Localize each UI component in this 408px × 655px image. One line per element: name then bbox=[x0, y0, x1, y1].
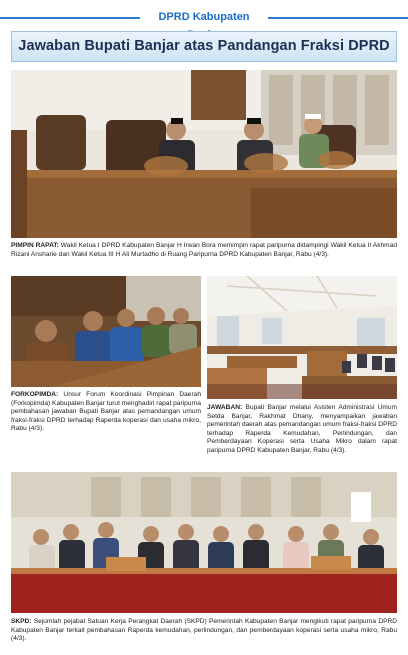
photo-forkopimda bbox=[11, 276, 201, 387]
photo-forkopimda-image bbox=[11, 276, 201, 387]
caption-lead: JAWABAN: bbox=[207, 404, 243, 411]
caption-forkopimda bbox=[11, 391, 201, 434]
photo-jawaban bbox=[207, 276, 397, 399]
caption-text: Wakil Ketua I DPRD Kabupaten Banjar H Irwan Bora memimpin rapat paripurna didampingi Wakil Ketua II Akhmad Rizani Ansharie dan Wakil Ketua III H Ali Murtadho di Ruang Paripurna DPRD Kabupaten Banjar, Rabu (4/3). bbox=[11, 242, 397, 258]
headline-banner bbox=[11, 31, 397, 62]
caption-text: Bupati Banjar melalui Asisten Administrasi Umum Setda Banjar, Rakhmat Dhany, menyampaikan jawaban pemerintah daerah atas pemandangan umum fraksi-fraksi DPRD terhadap Raperda Kemudahan, Perlindungan, dan Pemberdayaan Koperasi serta Usaha Mikro dalam rapat paripurna DPRD Kabupaten Banjar, Rabu (4/3). bbox=[207, 404, 397, 454]
section-label: DPRD Kabupaten bbox=[140, 8, 268, 26]
photo-jawaban-image bbox=[207, 276, 397, 399]
caption-lead: PIMPIN RAPAT: bbox=[11, 242, 59, 249]
page-headline: Jawaban Bupati Banjar atas Pandangan Fraksi DPRD bbox=[18, 38, 390, 54]
photo-skpd-image bbox=[11, 472, 397, 613]
caption-pimpin-rapat bbox=[11, 242, 397, 259]
caption-text: Unsur Forum Koordinasi Pimpinan Daerah (Forkopimda) Kabupaten Banjar turut menghadiri rapat paripurna pembahasan jawaban Bupati Banjar atas pemandangan umum fraksi-fraksi DPRD terhadap Raperda koperasi dan usaha mikro, Rabu (4/3). bbox=[11, 391, 201, 433]
photo-skpd bbox=[11, 472, 397, 613]
caption-skpd bbox=[11, 618, 397, 644]
photo-pimpin-rapat bbox=[11, 70, 397, 238]
caption-lead: SKPD: bbox=[11, 618, 32, 625]
section-header bbox=[0, 0, 408, 26]
caption-text: Sejumlah pejabat Satuan Kerja Perangkat Daerah (SKPD) Pemerintah Kabupaten Banjar mengikuti rapat paripurna DPRD Kabupaten Banjar terkait pembahasan Raperda kemudahan, perlindungan, dan pemberdayaan koperasi serta usaha mikro, Rabu (4/3). bbox=[11, 618, 397, 643]
caption-lead: FORKOPIMDA: bbox=[11, 391, 59, 398]
caption-jawaban bbox=[207, 404, 397, 456]
photo-pimpin-rapat-image bbox=[11, 70, 397, 238]
